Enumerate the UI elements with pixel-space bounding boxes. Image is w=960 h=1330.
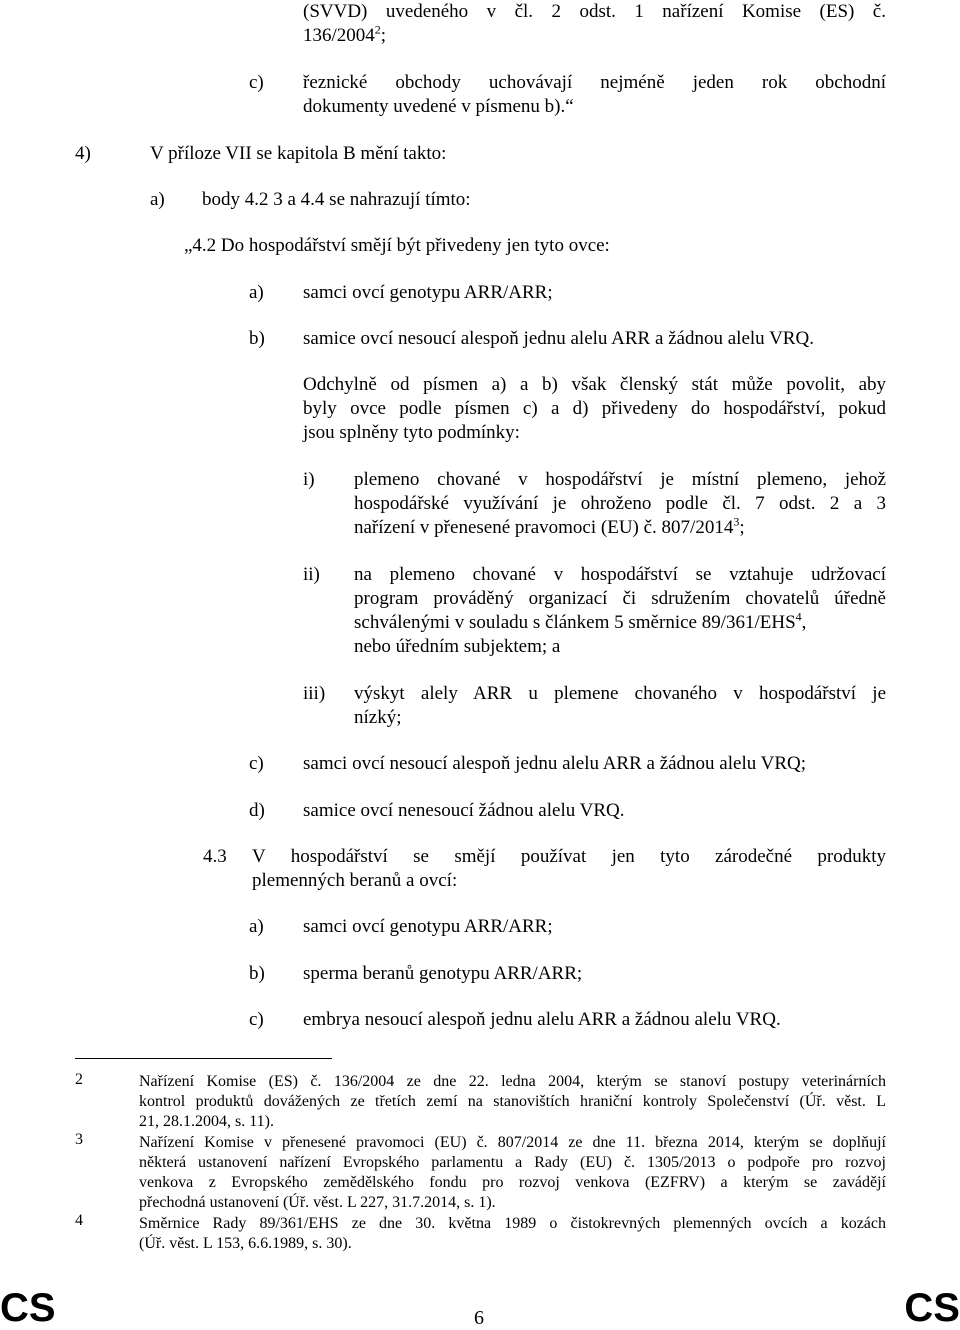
condition-line: nebo úředním subjektem; a: [354, 636, 561, 657]
condition-line: na plemeno chované v hospodářství se vztahuje udržovací: [354, 564, 886, 585]
condition-label: i): [303, 469, 315, 490]
footnote-number: 2: [75, 1071, 83, 1088]
item-text: samci ovcí genotypu ARR/ARR;: [303, 282, 553, 303]
point-label: 4): [75, 143, 91, 164]
point-label: a): [150, 189, 165, 210]
condition-line: nařízení v přenesené pravomoci (EU) č. 807/2014$^3$;: [354, 514, 745, 538]
footnote-line: 21, 28.1.2004, s. 11).: [139, 1113, 274, 1130]
point-text: body 4.2 3 a 4.4 se nahrazují tímto:: [202, 189, 471, 210]
footnote-number: 4: [75, 1212, 83, 1229]
item-text: sperma beranů genotypu ARR/ARR;: [303, 963, 583, 984]
item-label: b): [249, 963, 265, 984]
footer-language-left: CS: [0, 1286, 56, 1330]
item-label: c): [249, 1009, 264, 1030]
footnote-line: Směrnice Rady 89/361/EHS ze dne 30. května 1989 o čistokrevných plemenných ovcích a kozách: [139, 1215, 886, 1232]
item-text: samci ovcí nesoucí alespoň jednu alelu ARR a žádnou alelu VRQ;: [303, 753, 807, 774]
footnote-line: přechodná ustanovení (Úř. věst. L 227, 31.7.2014, s. 1).: [139, 1194, 496, 1211]
condition-line: schválenými v souladu s článkem 5 směrnice 89/361/EHS$^4$,: [354, 609, 807, 633]
footnote-line: některá ustanovení nařízení Evropského parlamentu a Rady (EU) č. 1305/2013 o podpoře pro rozvoj: [139, 1154, 886, 1171]
condition-line: hospodářské využívání je ohroženo podle čl. 7 odst. 2 a 3: [354, 493, 886, 514]
footnote-separator: [75, 1058, 332, 1059]
item-text: embrya nesoucí alespoň jednu alelu ARR a žádnou alelu VRQ.: [303, 1009, 781, 1030]
item-text: samice ovcí nenesoucí žádnou alelu VRQ.: [303, 800, 625, 821]
continuation-line-1: (SVVD) uvedeného v čl. 2 odst. 1 nařízení Komise (ES) č.: [303, 1, 886, 22]
item-label: b): [249, 328, 265, 349]
footer-language-right: CS: [904, 1286, 960, 1330]
derogation-line: byly ovce podle písmen c) a d) přivedeny do hospodářství, pokud: [303, 398, 886, 419]
footnote-line: Nařízení Komise (ES) č. 136/2004 ze dne 22. ledna 2004, kterým se stanoví postupy veterinárních: [139, 1073, 886, 1090]
footnote-ref: 3: [733, 514, 740, 529]
item-text-line: řeznické obchody uchovávají nejméně jeden rok obchodní: [303, 72, 886, 93]
condition-line: výskyt alely ARR u plemene chovaného v hospodářství je: [354, 683, 886, 704]
footnote-line: venkova z Evropského zemědělského fondu pro rozvoj venkova (EZFRV) a kterým se zavádějí: [139, 1174, 886, 1191]
item-label: a): [249, 916, 264, 937]
section-4-3-line: V hospodářství se smějí používat jen tyto zárodečné produkty: [252, 846, 886, 867]
footnote-line: kontrol produktů dovážených ze třetích zemí na stanovištích hraniční kontroly Společenství (Úř. věst. L: [139, 1093, 886, 1110]
section-label: 4.3: [203, 846, 227, 867]
footnote-line: (Úř. věst. L 153, 6.6.1989, s. 30).: [139, 1235, 352, 1252]
item-text-line: dokumenty uvedené v písmenu b).“: [303, 96, 574, 117]
condition-line: program prováděný organizací či sdružením chovatelů úředně: [354, 588, 886, 609]
derogation-line: Odchylně od písmen a) a b) však členský stát může povolit, aby: [303, 374, 886, 395]
item-text: samci ovcí genotypu ARR/ARR;: [303, 916, 553, 937]
footnote-ref: 4: [795, 609, 802, 624]
page-number: 6: [474, 1307, 484, 1329]
item-label: a): [249, 282, 264, 303]
item-label: c): [249, 753, 264, 774]
condition-line: nízký;: [354, 707, 402, 728]
condition-line: plemeno chované v hospodářství je místní plemeno, jehož: [354, 469, 886, 490]
footnote-number: 3: [75, 1131, 83, 1148]
continuation-line-2: 136/2004$^2$;: [303, 22, 387, 46]
condition-label: iii): [303, 683, 326, 704]
item-text: samice ovcí nesoucí alespoň jednu alelu ARR a žádnou alelu VRQ.: [303, 328, 814, 349]
footnote-line: Nařízení Komise v přenesené pravomoci (EU) č. 807/2014 ze dne 11. března 2014, kterým se doplňují: [139, 1134, 886, 1151]
point-text: V příloze VII se kapitola B mění takto:: [150, 143, 447, 164]
item-label: d): [249, 800, 265, 821]
derogation-line: jsou splněny tyto podmínky:: [303, 422, 520, 443]
section-4-3-line: plemenných beranů a ovcí:: [252, 870, 458, 891]
section-4-2-heading: „4.2 Do hospodářství smějí být přivedeny jen tyto ovce:: [184, 235, 610, 256]
footnote-ref: 2: [374, 22, 381, 37]
condition-label: ii): [303, 564, 320, 585]
item-label: c): [249, 72, 264, 93]
